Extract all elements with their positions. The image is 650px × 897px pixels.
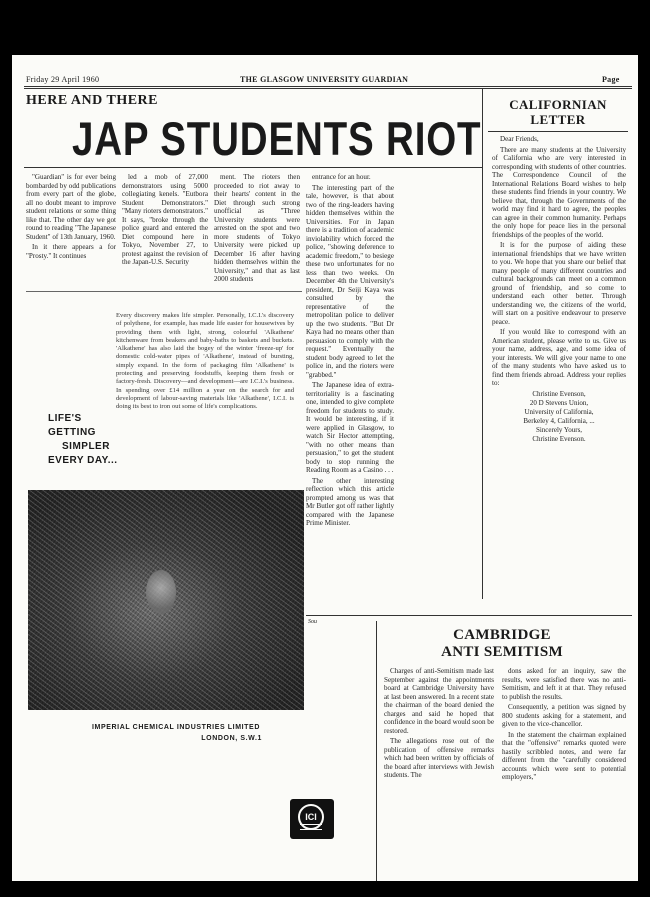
ad-company (80, 722, 272, 744)
cambridge-top-rule (306, 615, 632, 616)
letter-address (492, 390, 626, 444)
newspaper-page (12, 55, 638, 881)
letter-paragraph: There are many students at the University of California who are very interested in corresponding with students of other countries. The Correspondence Council of the International Relations Board wishes to help these students find friends in your country. We believe that, through the Governments of the world may find it hard to agree, the peoples can agree in their common humanity. Perhaps the only hope for peace lies in the personal friendships of the peoples of the world. (492, 145, 626, 239)
story-continuation-column (306, 173, 394, 611)
ici-advertisement (26, 291, 302, 786)
cambridge-column-1 (384, 667, 494, 881)
californian-letter-title (488, 97, 628, 127)
cambridge-title-line: CAMBRIDGE (453, 627, 551, 643)
ad-photograph (28, 490, 304, 710)
ad-company-city: LONDON, S.W.1 (201, 735, 262, 742)
story-column-1 (26, 173, 116, 285)
story-cont-para: The interesting part of the tale, however, is that about two of the ring-leaders having hidden themselves within the Universities. For in Japan there is a tradition of academic inviolability which forced the police, "showing deference to academic freedom," to besiege these two unfortunates for no less than two weeks. On December 4th the University's president, Dr Seiji Kaya was consulted by the representative of the metropolitan police to deliver up the two students. "But Dr Kaya had no means other than persuasion to comply with the request." Eventually the student body agreed to let the police in, and the rioters were "grabbed." (306, 183, 394, 379)
cambridge-col1-para: Charges of anti-Semitism made last September against the appointments board at Cambridge University have at last been answered. In a recent state the chairman of the board denied the charges and said he hoped that confidence in the board would soon be restored. (384, 667, 494, 735)
californian-title-line: CALIFORNIAN (509, 97, 607, 112)
ad-slogan-line: GETTING (48, 427, 96, 438)
cambridge-title (384, 627, 620, 661)
header-rule-2 (24, 88, 632, 89)
cambridge-col2-para: dons asked for an inquiry, saw the results, were satisfied there was no anti-Semitism, and left it at that. They refused to publish the results. (502, 667, 626, 701)
ad-body-text: Every discovery makes life simpler. Personally, I.C.I.'s discovery of polythene, for example, has made life easier for housewives by providing them with light, strong, colourful 'Alkathene' kitchenware from beakers and baby-baths to baskets and buckets. 'Alkathene' has also laid the bogey of the winter 'freeze-up' for domestic cold-water pipes of 'Alkathene', instead of bursting, simply expand. In the form of packaging film 'Alkathene' is protecting and preserving foodstuffs, keeping them fresh or factory-fresh. Discovery—and development—are I.C.I.'s business. In spending over £14 million a year on the search for and development of labour-saving materials like 'Alkathene', I.C.I. is doing its best to iron out some of life's complications. (116, 312, 294, 411)
cambridge-left-rule (376, 621, 377, 881)
californian-title-line: LETTER (530, 112, 586, 127)
story-col1-para: "Guardian" is for ever being bombarded by odd publications from every part of the globe, all no doubt meant to improve student relations or some thing like that. The other day we got round to reading "The Japanese Student" of 13th January, 1960. (26, 173, 116, 241)
cambridge-column-2 (502, 667, 626, 881)
ad-slogan (48, 412, 118, 468)
address-line: 20 D Stevens Union, (529, 398, 589, 407)
story-col2-para: led a mob of 27,000 demonstrators using 5000 collegiating kenels. "Eutbora Student Demonstrators." "Many rioters demonstrators." It says, "broke through the police guard and entered the Diet compound here in Tokyo, November 27, to protest against the revision of the Japan-U.S. Security (122, 173, 208, 266)
story-column-3 (214, 173, 300, 285)
photo-figure (146, 570, 176, 614)
story-kicker: HERE AND THERE (26, 93, 158, 108)
headline-rule (24, 167, 482, 168)
story-cont-para: The other interesting reflection which this article prompted among us was that Mr Butler got off rather lightly compared with the Japanese Prime Minister. (306, 476, 394, 527)
issue-date: Friday 29 April 1960 (26, 75, 100, 84)
californian-letter-body (492, 135, 626, 444)
story-cont-para: The Japanese idea of extra-territoriality is a fascinating one, intended to give complete freedom for students to study. It would be interesting, if it were applied in Glasgow, to watch Sir Hector attempting, "with no other means than persuasion," to get the student body to stop running the Reading Room as a Casino . . . (306, 381, 394, 474)
letter-salutation: Dear Friends, (500, 135, 539, 143)
californian-column-rule (482, 89, 483, 599)
cambridge-tag: Sou (308, 619, 317, 625)
address-line: University of California, (524, 407, 594, 416)
story-headline: JAP STUDENTS RIOT (72, 112, 482, 165)
letter-paragraph: It is for the purpose of aiding these international friendships that we have written to you. We hope that you share our belief that many people of many different countries and cultural backgrounds can meet on a common ground of friendship, and so come to understand each other better. Through understanding we, the citizens of the world, will start on a positive endeavour to preserve peace. (492, 241, 626, 326)
story-col3-para: ment. The rioters then proceeded to riot away to their hearts' content in the Diet through such strong unofficial as "Three University students were arrested on the spot and two more students of Tokyo University were picked up December 16 after having hidden themselves within the University," and that as last 2000 students (214, 173, 300, 283)
story-col1-para: In it there appears a for "Prosty." It continues (26, 243, 116, 260)
ici-logo-text: ICI (305, 812, 317, 822)
ad-company-name: IMPERIAL CHEMICAL INDUSTRIES LIMITED (92, 724, 260, 731)
story-column-2 (122, 173, 208, 285)
cambridge-col2-para: Consequently, a petition was signed by 800 students asking for a statement, and given to the vice-chancellor. (502, 703, 626, 728)
page-label: Page (602, 75, 620, 84)
header-rule (24, 86, 632, 87)
californian-title-rule (488, 131, 628, 132)
ad-slogan-line: SIMPLER (62, 441, 110, 452)
cambridge-col1-para: The allegations rose out of the publication of offensive remarks which had been written by officials of the board after interviews with Jewish students. The (384, 737, 494, 779)
cambridge-title-line: ANTI SEMITISM (441, 644, 563, 660)
ici-logo (290, 799, 334, 839)
letter-signature: Christine Evenson. (532, 434, 586, 443)
letter-paragraph: If you would like to correspond with an American student, please write to us. Give us your name, address, age, and some idea of your interests. We will give your name to one of the many students who have asked us to find them friends abroad. Address your replies to: (492, 328, 626, 387)
letter-closing: Sincerely Yours, (535, 425, 583, 434)
ici-logo-waves (300, 824, 322, 830)
address-line: Berkeley 4, California, ... (523, 416, 595, 425)
story-cont-para: entrance for an hour. (312, 173, 371, 181)
newspaper-title: THE GLASGOW UNIVERSITY GUARDIAN (240, 75, 409, 84)
address-line: Christine Evenson, (532, 389, 586, 398)
cambridge-col2-para: In the statement the chairman explained that the "offensive" remarks quoted were hastily scribbled notes, and were far different from the "carefully considered accounts which were sent to potential employers," (502, 730, 626, 781)
ad-slogan-line: EVERY DAY... (48, 455, 118, 466)
ad-slogan-line: LIFE'S (48, 413, 82, 424)
